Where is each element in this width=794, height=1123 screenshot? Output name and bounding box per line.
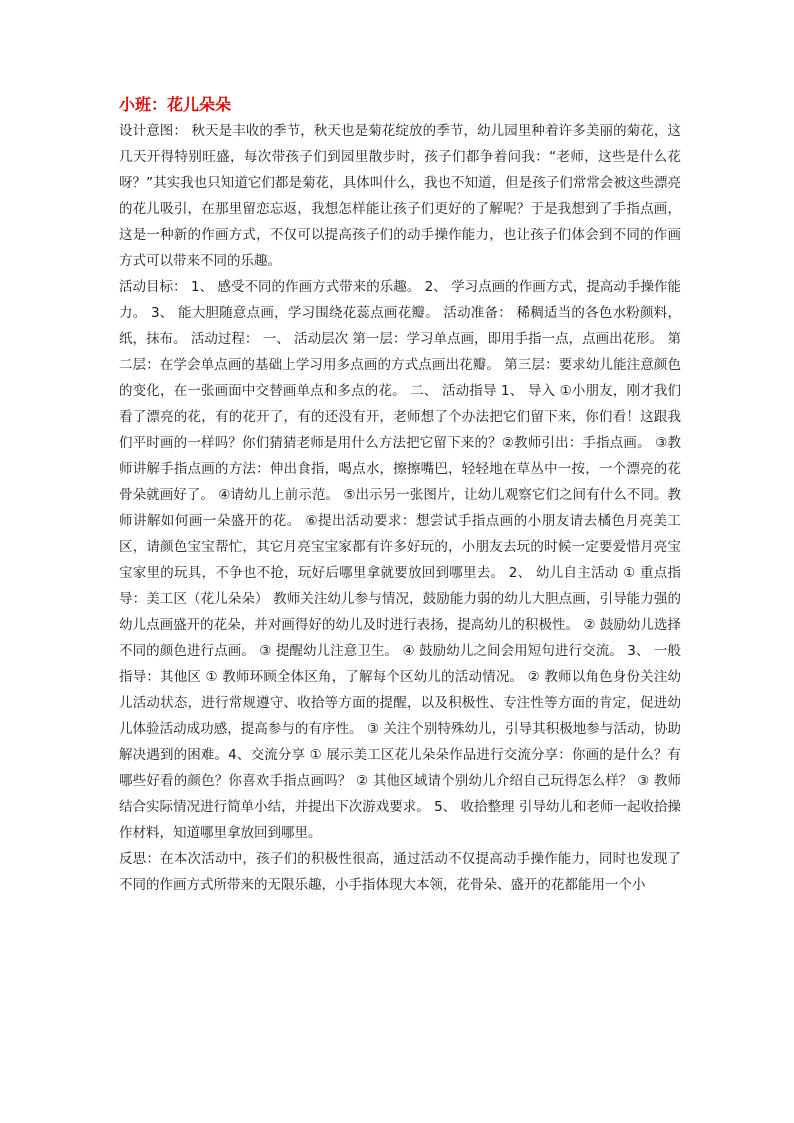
document-page [119, 92, 681, 898]
reflection-paragraph: 反思：在本次活动中，孩子们的积极性很高，通过活动不仅提高动手操作能力，同时也发现了不同的作画方式所带来的无限乐趣，小手指体现大本领，花骨朵、盛开的花都能用一个小 [119, 851, 681, 893]
design-intent-paragraph: 设计意图： 秋天是丰收的季节，秋天也是菊花绽放的季节，幼儿园里种着许多美丽的菊花，这几天开得特别旺盛，每次带孩子们到园里散步时，孩子们都争着问我：“老师，这些是什么花呀？”其实我也只知道它们都是菊花，具体叫什么，我也不知道，但是孩子们常常会被这些漂亮的花儿吸引，在那里留恋忘返，我想怎样能让孩子们更好的了解呢？于是我想到了手指点画，这是一种新的作画方式，不仅可以提高孩子们的动手操作能力，也让孩子们体会到不同的作画方式可以带来不同的乐趣。 [119, 123, 681, 269]
activity-paragraph: 活动目标： 1、 感受不同的作画方式带来的乐趣。 2、 学习点画的作画方式，提高动手操作能力。 3、 能大胆随意点画，学习围绕花蕊点画花瓣。 活动准备： 稀稠适当的各色水粉颜料，纸，抹布。 活动过程： 一、 活动层次 第一层：学习单点画，即用手指一点，点画出花形。 第二层：在学会单点画的基础上学习用多点画的方式点画出花瓣。 第三层：要求幼儿能注意颜色的变化，在一张画面中交替画单点和多点的花。 二、 活动指导 1、 导入 ①小朋友，刚才我们看了漂亮的花，有的花开了，有的还没有开，老师想了个办法把它们留下来，你们看！这跟我们平时画的一样吗？你们猜猜老师是用什么方法把它留下来的？②教师引出：手指点画。 ③教师讲解手指点画的方法：伸出食指，喝点水，擦擦嘴巴，轻轻地在草丛中一按，一个漂亮的花骨朵就画好了。 ④请幼儿上前示范。 ⑤出示另一张图片，让幼儿观察它们之间有什么不同。教师讲解如何画一朵盛开的花。 ⑥提出活动要求：想尝试手指点画的小朋友请去橘色月亮美工区，请颜色宝宝帮忙，其它月亮宝宝家都有许多好玩的，小朋友去玩的时候一定要爱惜月亮宝宝家里的玩具，不争也不抢，玩好后哪里拿就要放回到哪里去。 2、 幼儿自主活动 ① 重点指导：美工区（花儿朵朵） 教师关注幼儿参与情况，鼓励能力弱的幼儿大胆点画，引导能力强的幼儿点画盛开的花朵，并对画得好的幼儿及时进行表扬，提高幼儿的积极性。 ② 鼓励幼儿选择不同的颜色进行点画。 ③ 提醒幼儿注意卫生。 ④ 鼓励幼儿之间会用短句进行交流。 3、 一般指导：其他区 ① 教师环顾全体区角，了解每个区幼儿的活动情况。 ② 教师以角色身份关注幼儿活动状态，进行常规遵守、收拾等方面的提醒，以及积极性、专注性等方面的肯定，促进幼儿体验活动成功感，提高参与的有序性。 ③ 关注个别特殊幼儿，引导其积极地参与活动，协助解决遇到的困难。4、交流分享 ① 展示美工区花儿朵朵作品进行交流分享：你画的是什么？有哪些好看的颜色？你喜欢手指点画吗？ ② 其他区域请个别幼儿介绍自己玩得怎么样？ ③ 教师结合实际情况进行简单小结，并提出下次游戏要求。 5、 收拾整理 引导幼儿和老师一起收拾操作材料，知道哪里拿放回到哪里。 [119, 279, 681, 841]
document-title: 小班：花儿朵朵 [119, 95, 232, 114]
